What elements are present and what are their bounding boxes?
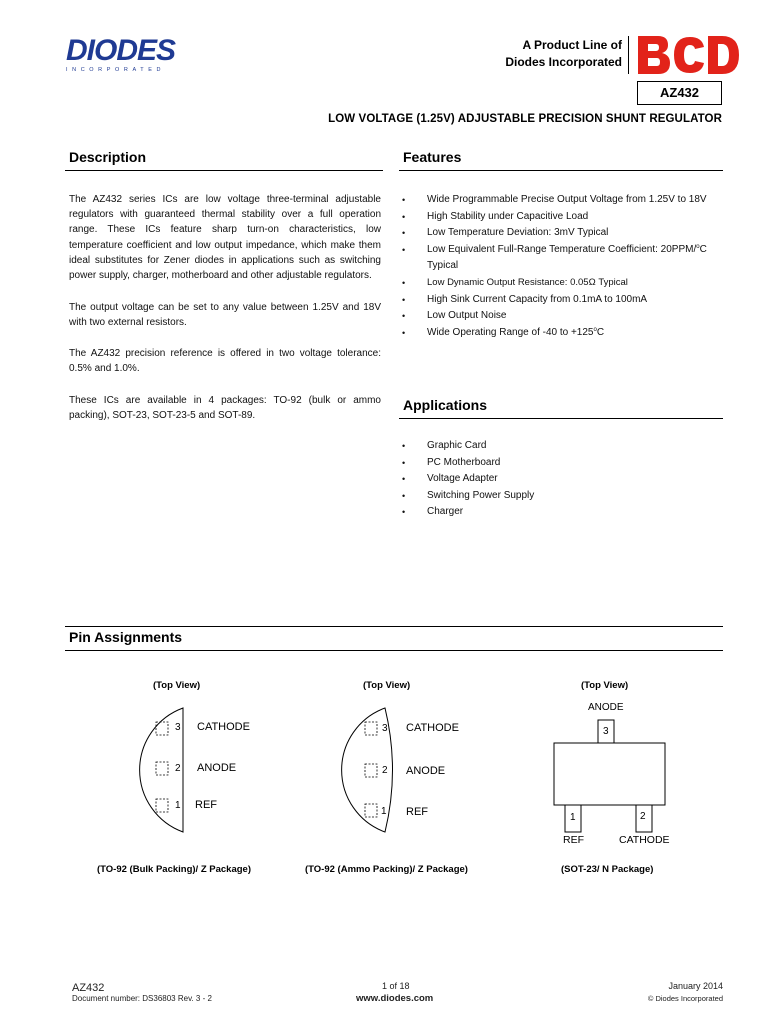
to92-ammo-pin2-name: ANODE bbox=[406, 765, 446, 777]
description-para-2: The output voltage can be set to any value between 1.25V and 18V with two external resistors. bbox=[69, 302, 381, 329]
sot23-pin3-num: 3 bbox=[603, 726, 609, 737]
top-view-label-1: (Top View) bbox=[153, 680, 201, 691]
footer-part: AZ432 bbox=[72, 982, 105, 994]
top-view-label-2: (Top View) bbox=[363, 680, 411, 691]
to92-ammo-pin1-name: REF bbox=[406, 806, 428, 818]
sot23-pin3-name: ANODE bbox=[588, 702, 624, 713]
product-line-text bbox=[505, 37, 622, 71]
application-item: • Charger bbox=[402, 504, 722, 521]
to92-ammo-pin3-num: 3 bbox=[382, 723, 388, 734]
to92-bulk-pin3-name: CATHODE bbox=[197, 721, 250, 733]
applications-heading: Applications bbox=[399, 396, 723, 419]
feature-item: • Wide Operating Range of -40 to $+125^oC$ bbox=[402, 325, 722, 342]
footer-website[interactable]: www.diodes.com bbox=[356, 993, 434, 1004]
to92-bulk-pin2-name: ANODE bbox=[197, 762, 237, 774]
pin-section-top-rule bbox=[65, 626, 723, 627]
sot23-outline bbox=[550, 716, 670, 836]
to92-bulk-pin2-num: 2 bbox=[175, 763, 181, 774]
to92-ammo-pin3-name: CATHODE bbox=[406, 722, 459, 734]
feature-item: • High Sink Current Capacity from 0.1mA to 100mA bbox=[402, 292, 722, 309]
sot23-pin2-name: CATHODE bbox=[619, 834, 670, 846]
to92-ammo-package-label: (TO-92 (Ammo Packing)/ Z Package) bbox=[305, 864, 468, 875]
footer-copyright: © Diodes Incorporated bbox=[647, 994, 723, 1003]
sot23-pin2-num: 2 bbox=[640, 811, 646, 822]
diodes-logo-word: DIODES bbox=[66, 34, 176, 67]
diodes-logo bbox=[66, 36, 206, 76]
top-view-label-3: (Top View) bbox=[581, 680, 629, 691]
part-number-box: AZ432 bbox=[637, 81, 722, 105]
sot23-package-label: (SOT-23/ N Package) bbox=[561, 864, 654, 875]
to92-bulk-pin3-num: 3 bbox=[175, 722, 181, 733]
applications-list bbox=[402, 438, 722, 521]
description-heading: Description bbox=[65, 148, 383, 171]
description-para-3: The AZ432 precision reference is offered in two voltage tolerance: 0.5% and 1.0%. bbox=[69, 348, 381, 375]
features-list bbox=[402, 192, 722, 341]
footer-date: January 2014 bbox=[668, 981, 723, 991]
feature-item: • Low Dynamic Output Resistance: 0.05Ω Typical bbox=[402, 275, 722, 292]
features-heading: Features bbox=[399, 148, 723, 171]
feature-item: • High Stability under Capacitive Load bbox=[402, 209, 722, 226]
to92-ammo-pin2-num: 2 bbox=[382, 765, 388, 776]
footer-page: 1 of 18 bbox=[382, 981, 410, 991]
description-para-1: The AZ432 series ICs are low voltage three-terminal adjustable regulators with guaranteed thermal stability over a full operation range. These ICs feature sharp turn-on characteristics, low temperature coefficient and low output impedance, which make them ideal substitutes for Zener diodes in applications such as switching power supply, charger, motherboard and other adjustable regulators. bbox=[69, 194, 381, 282]
description-para-4: These ICs are available in 4 packages: TO-92 (bulk or ammo packing), SOT-23, SOT-23-5 and SOT-89. bbox=[69, 395, 381, 422]
application-item: • PC Motherboard bbox=[402, 455, 722, 472]
to92-bulk-package-label: (TO-92 (Bulk Packing)/ Z Package) bbox=[97, 864, 251, 875]
header-divider bbox=[628, 36, 629, 74]
feature-item: • Low Output Noise bbox=[402, 308, 722, 325]
to92-ammo-pin1-num: 1 bbox=[381, 806, 387, 817]
diodes-logo-sub: INCORPORATED bbox=[66, 67, 166, 73]
product-line-1: A Product Line of bbox=[522, 38, 622, 52]
sot23-pin1-name: REF bbox=[563, 834, 584, 846]
product-line-2: Diodes Incorporated bbox=[505, 55, 622, 69]
to92-bulk-pin1-num: 1 bbox=[175, 800, 181, 811]
application-item: • Voltage Adapter bbox=[402, 471, 722, 488]
application-item: • Graphic Card bbox=[402, 438, 722, 455]
bcd-logo bbox=[636, 34, 740, 76]
document-title: LOW VOLTAGE (1.25V) ADJUSTABLE PRECISION SHUNT REGULATOR bbox=[328, 113, 722, 125]
application-item: • Switching Power Supply bbox=[402, 488, 722, 505]
pin-assignments-heading: Pin Assignments bbox=[65, 628, 723, 651]
feature-item: • Wide Programmable Precise Output Voltage from 1.25V to 18V bbox=[402, 192, 722, 209]
feature-item: • Low Temperature Deviation: 3mV Typical bbox=[402, 225, 722, 242]
to92-bulk-pin1-name: REF bbox=[195, 799, 217, 811]
sot23-pin1-num: 1 bbox=[570, 812, 576, 823]
feature-item: • Low Equivalent Full-Range Temperature Coefficient: 20PPM/$^o$C Typical bbox=[402, 242, 722, 275]
footer-doc-number: Document number: DS36803 Rev. 3 - 2 bbox=[72, 994, 212, 1003]
